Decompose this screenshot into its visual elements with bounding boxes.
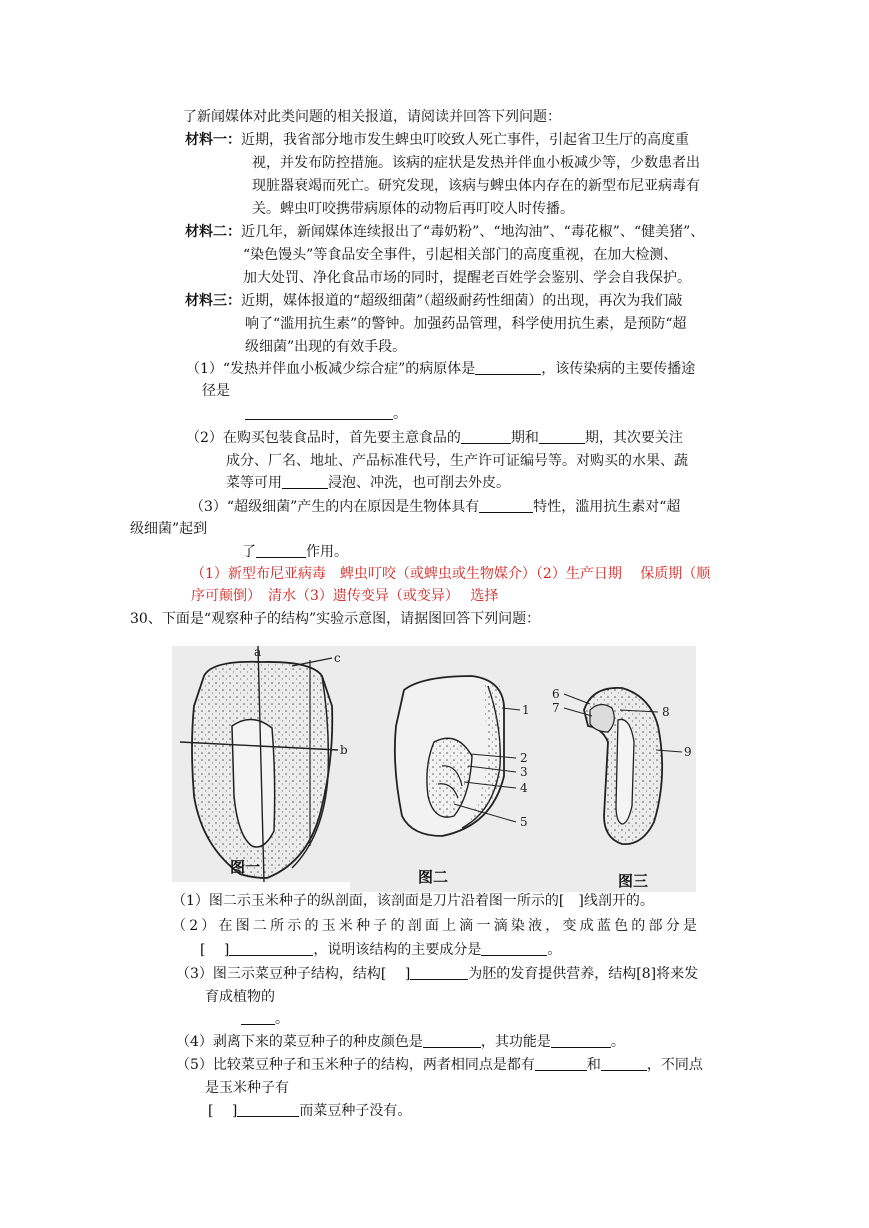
material-1-label: 材料一： bbox=[185, 132, 241, 148]
bean-seed-section bbox=[552, 687, 692, 844]
q30-3-line-2: 育成植物的 bbox=[205, 989, 275, 1005]
answer-key-line-1: （1）新型布尼亚病毒 蜱虫叮咬（或蜱虫或生物媒介）（2）生产日期 保质期（顺 bbox=[191, 566, 711, 582]
label-2: 2 bbox=[520, 751, 528, 765]
material-2-label: 材料二： bbox=[185, 224, 241, 240]
corn-kernel-section bbox=[395, 676, 530, 836]
answer-blank[interactable] bbox=[410, 965, 468, 980]
answer-blank[interactable] bbox=[539, 429, 585, 444]
material-1-line-4: 关。蜱虫叮咬携带病原体的动物后再叮咬人时传播。 bbox=[252, 201, 574, 217]
answer-blank[interactable] bbox=[535, 1056, 587, 1071]
seed-structure-figure bbox=[172, 646, 696, 892]
q30-4: （4）剥离下来的菜豆种子的种皮颜色是 ，其功能是 。 bbox=[176, 1034, 625, 1050]
q30-5-line-1: （5）比较菜豆种子和玉米种子的结构，两者相同点是都有 和 ，不同点 bbox=[176, 1057, 703, 1073]
material-2-line-1: 材料二：近几年，新闻媒体连续报出了“毒奶粉”、“地沟油”、“毒花椒”、“健美猪”、 bbox=[185, 224, 705, 240]
q29-1-line-1: （1）“发热并伴血小板减少综合症”的病原体是 ，该传染病的主要传播途 bbox=[186, 361, 696, 377]
answer-blank[interactable] bbox=[475, 360, 541, 375]
answer-blank[interactable] bbox=[229, 941, 313, 956]
q30-5-line-2: 是玉米种子有 bbox=[205, 1080, 289, 1096]
answer-blank[interactable] bbox=[245, 405, 393, 420]
q30-5-line-3: [ ] 而菜豆种子没有。 bbox=[208, 1103, 412, 1119]
material-2-line-3: 加大处罚、净化食品市场的同时，提醒老百姓学会鉴别、学会自我保护。 bbox=[243, 270, 691, 286]
material-2-line-2: “染色馒头”等食品安全事件，引起相关部门的高度重视，在加大检测、 bbox=[243, 247, 678, 263]
intro-text: 了新闻媒体对此类问题的相关报道，请阅读并回答下列问题： bbox=[183, 109, 561, 125]
label-3: 3 bbox=[520, 765, 528, 779]
answer-key-line-2: 序可颠倒） 清水（3）遗传变异（或变异） 选择 bbox=[191, 588, 499, 604]
material-3-label: 材料三： bbox=[185, 293, 241, 309]
seed-diagram-svg bbox=[172, 646, 696, 892]
label-a: a bbox=[254, 646, 262, 659]
answer-blank[interactable] bbox=[423, 1033, 481, 1048]
label-b: b bbox=[340, 743, 348, 757]
figure-1-caption: 图一 bbox=[230, 858, 261, 876]
answer-blank[interactable] bbox=[481, 941, 547, 956]
label-c: c bbox=[334, 651, 341, 665]
answer-blank[interactable] bbox=[241, 1010, 275, 1025]
q29-3-line-3: 了 作用。 bbox=[242, 544, 348, 560]
label-6: 6 bbox=[552, 687, 560, 701]
answer-blank[interactable] bbox=[282, 474, 328, 489]
q30-3-line-1: （3）图三示菜豆种子结构，结构[ ] 为胚的发育提供营养，结构[8]将来发 bbox=[176, 966, 699, 982]
answer-blank[interactable] bbox=[479, 498, 533, 513]
corn-kernel-outer-view bbox=[180, 646, 348, 882]
label-7: 7 bbox=[552, 701, 560, 715]
q29-3-line-2: 级细菌”起到 bbox=[130, 521, 208, 537]
label-1: 1 bbox=[522, 703, 530, 717]
q29-2-line-3: 菜等可用 浸泡、冲洗，也可削去外皮。 bbox=[226, 475, 510, 491]
label-8: 8 bbox=[662, 705, 670, 719]
question-30-stem: 30、下面是“观察种子的结构”实验示意图，请据图回答下列问题： bbox=[130, 611, 541, 627]
q30-2-line-1: （2）在图二所示的玉米种子的剖面上滴一滴染液，变成蓝色的部分是 bbox=[172, 918, 701, 934]
material-1-line-2: 视，并发布防控措施。该病的症状是发热并伴血小板减少等，少数患者出 bbox=[252, 155, 700, 171]
q29-3-line-1: （3）“超级细菌”产生的内在原因是生物体具有 特性，滥用抗生素对“超 bbox=[190, 499, 681, 515]
q30-1: （1）图二示玉米种子的纵剖面，该剖面是刀片沿着图一所示的[ ]线剖开的。 bbox=[172, 893, 654, 909]
answer-blank[interactable] bbox=[551, 1033, 611, 1048]
figure-3-caption: 图三 bbox=[618, 872, 649, 890]
material-3-line-1: 材料三：近期，媒体报道的“超级细菌”（超级耐药性细菌）的出现，再次为我们敲 bbox=[185, 293, 683, 309]
q30-3-line-3: 。 bbox=[241, 1009, 289, 1029]
q29-1-line-3: 。 bbox=[245, 404, 407, 424]
figure-2-caption: 图二 bbox=[418, 868, 449, 886]
answer-blank[interactable] bbox=[256, 543, 306, 558]
material-3-line-3: 级细菌”出现的有效手段。 bbox=[245, 339, 407, 355]
answer-blank[interactable] bbox=[601, 1056, 647, 1071]
label-4: 4 bbox=[520, 781, 528, 795]
material-3-line-2: 响了“滥用抗生素”的警钟。加强药品管理，科学使用抗生素，是预防“超 bbox=[245, 316, 687, 332]
q29-2-line-1: （2）在购买包装食品时，首先要主意食品的 期和 期，其次要关注 bbox=[186, 430, 683, 446]
q29-1-line-2: 径是 bbox=[202, 383, 230, 399]
material-1-line-3: 现脏器衰竭而死亡。研究发现，该病与蜱虫体内存在的新型布尼亚病毒有 bbox=[252, 178, 700, 194]
q29-2-line-2: 成分、厂名、地址、产品标准代号，生产许可证编号等。对购买的水果、蔬 bbox=[226, 453, 688, 469]
label-5: 5 bbox=[520, 815, 528, 829]
q30-2-line-2: [ ] ，说明该结构的主要成分是 。 bbox=[200, 942, 562, 958]
answer-blank[interactable] bbox=[237, 1102, 299, 1117]
label-9: 9 bbox=[684, 745, 692, 759]
answer-blank[interactable] bbox=[461, 429, 511, 444]
material-1-line-1: 材料一：近期，我省部分地市发生蜱虫叮咬致人死亡事件，引起省卫生厅的高度重 bbox=[185, 132, 689, 148]
